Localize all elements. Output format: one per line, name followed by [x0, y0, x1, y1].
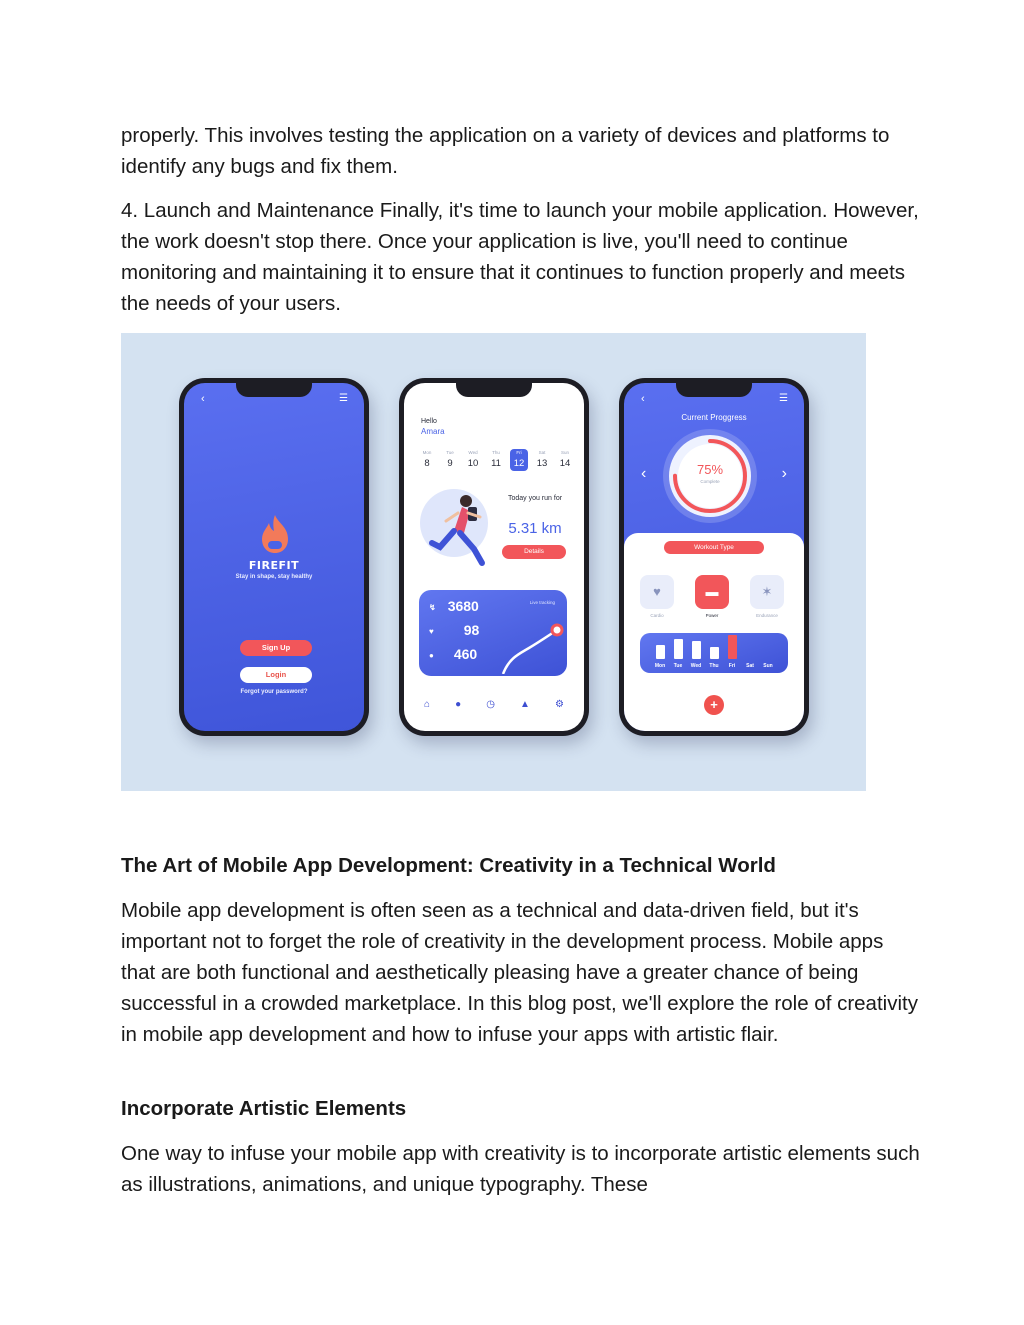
- app-mockup-illustration: [121, 333, 866, 791]
- weekly-bars-card: [640, 633, 788, 673]
- menu-icon: ☰: [339, 393, 348, 404]
- details-button: Details: [502, 545, 566, 559]
- section-heading: The Art of Mobile App Development: Creativity in a Technical World: [121, 854, 776, 877]
- calendar-day-number: 13: [536, 458, 548, 469]
- calendar-day-name: Wed: [468, 450, 478, 455]
- add-button: +: [704, 695, 724, 715]
- user-icon: ●: [455, 699, 462, 710]
- phone-dashboard-screen: [399, 378, 589, 736]
- calendar-day-number: 11: [491, 458, 501, 469]
- workout-type-pill: Workout Type: [664, 541, 764, 554]
- calendar-day-name: Mon: [422, 450, 432, 455]
- water-drop-icon: ●: [429, 650, 434, 660]
- subheading: Incorporate Artistic Elements: [121, 1097, 407, 1120]
- brand-tagline: Stay in shape, stay healthy: [235, 574, 313, 580]
- login-button: Login: [240, 667, 312, 683]
- home-icon: ⌂: [424, 699, 431, 710]
- type-label-endurance: Endurance: [756, 613, 778, 618]
- calendar-day: [533, 449, 551, 471]
- phone-progress-screen: [619, 378, 809, 736]
- calendar-day-number: 9: [447, 458, 453, 469]
- forgot-password-link: Forgot your password?: [240, 689, 308, 695]
- timer-icon: ◷: [486, 699, 495, 710]
- stats-card: [419, 590, 567, 676]
- week-day-label: Fri: [728, 663, 736, 669]
- calendar-day-name: Fri: [516, 450, 522, 455]
- steps-icon: ↯: [429, 602, 436, 612]
- live-tracking-label: Live tracking: [529, 600, 555, 605]
- prev-chevron-icon: ‹: [641, 465, 647, 482]
- intro-paragraph-2: 4. Launch and Maintenance Finally, it's time to launch your mobile application. However, the work doesn't stop there. Once your application is live, you'll need to continue monitoring and maintaining it to ensure that it continues to function properly and meets the needs of your users.: [121, 199, 919, 315]
- calendar-day-number: 12: [513, 458, 525, 469]
- section-paragraph-2: One way to infuse your mobile app with creativity is to incorporate artistic elements such as illustrations, animations, and unique typography. These: [121, 1142, 920, 1196]
- menu-icon: ☰: [779, 393, 788, 404]
- calendar-day-name: Thu: [492, 450, 500, 455]
- calendar-day: [556, 449, 574, 471]
- section-paragraph: Mobile app development is often seen as a technical and data-driven field, but it's important not to forget the role of creativity in the development process. Mobile apps that are both functional and aesthetically pleasing have a greater chance of being successful in a crowded marketplace. In this blog post, we'll explore the role of creativity in mobile app development and how to infuse your apps with artistic flair.: [121, 899, 918, 1046]
- calendar-day-number: 10: [467, 458, 479, 469]
- calendar-day-number: 8: [424, 458, 430, 469]
- greeting: Hello: [421, 418, 437, 425]
- progress-ring: [669, 435, 751, 517]
- week-day-label: Tue: [673, 663, 683, 669]
- calendar-day: [418, 449, 436, 471]
- distance-value: 5.31 km: [508, 520, 562, 537]
- heart-icon: ♥: [429, 626, 434, 636]
- endurance-runner-icon: ✶: [750, 575, 784, 609]
- type-label-power: Power: [705, 613, 719, 618]
- cardio-heart-icon: ♥: [640, 575, 674, 609]
- user-name: Amara: [421, 427, 445, 436]
- bell-icon: ▲: [520, 699, 530, 710]
- flame-logo-icon: [258, 513, 292, 555]
- brand-name: FIREFIT: [248, 559, 300, 572]
- calendar-day-number: 14: [559, 458, 571, 469]
- calendar-day-name: Tue: [446, 450, 454, 455]
- calendar-day-name: Sun: [560, 450, 569, 455]
- water-value: 460: [453, 646, 478, 662]
- heart-value: 98: [463, 622, 480, 638]
- run-label: Today you run for: [507, 495, 563, 502]
- phone-login-screen: [179, 378, 369, 736]
- calendar-day: [510, 449, 528, 471]
- calendar-day: [487, 449, 505, 471]
- week-day-label: Mon: [654, 663, 666, 669]
- type-label-cardio: Cardio: [650, 613, 664, 618]
- week-day-label: Thu: [709, 663, 719, 669]
- calendar-day-name: Sat: [538, 450, 546, 455]
- steps-value: 3680: [447, 598, 479, 614]
- back-chevron-icon: ‹: [201, 393, 205, 405]
- next-chevron-icon: ›: [781, 465, 787, 482]
- progress-complete-label: Complete: [700, 479, 720, 484]
- calendar-day: [464, 449, 482, 471]
- week-day-label: Sun: [763, 663, 773, 669]
- sign-up-button: Sign Up: [240, 640, 312, 656]
- route-line-icon: [499, 618, 565, 674]
- week-day-label: Sat: [746, 663, 754, 669]
- back-chevron-icon: ‹: [641, 393, 645, 405]
- runner-illustration-icon: [418, 487, 498, 577]
- calendar-day: [441, 449, 459, 471]
- intro-paragraph-1: properly. This involves testing the application on a variety of devices and platforms to identify any bugs and fix them.: [121, 124, 890, 178]
- progress-title: Current Proggress: [681, 413, 747, 422]
- settings-icon: ⚙: [554, 699, 564, 710]
- week-day-label: Wed: [690, 663, 702, 669]
- power-dumbbell-icon: ▬: [695, 575, 729, 609]
- progress-percent: 75%: [696, 462, 724, 477]
- workout-card: [624, 533, 804, 731]
- week-calendar: [418, 449, 574, 471]
